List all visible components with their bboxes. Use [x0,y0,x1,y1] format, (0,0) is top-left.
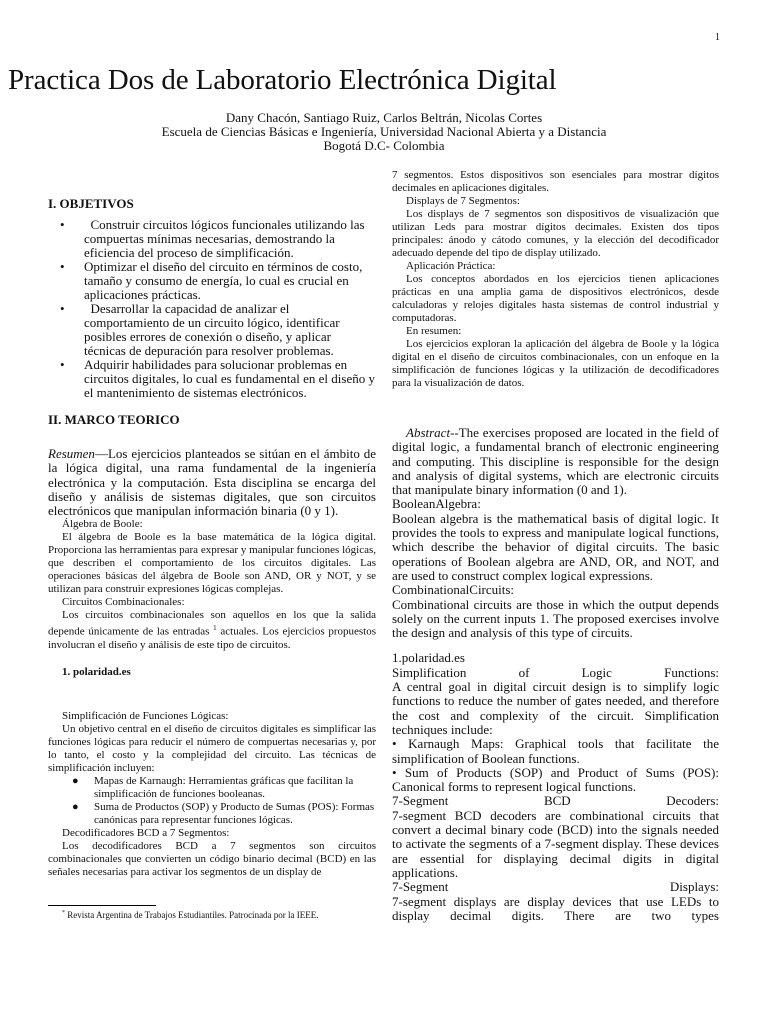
page-number: 1 [715,32,720,43]
objetivo-bullet: • Adquirir habilidades para solucionar problemas en circuitos digitales, lo cual es fundamental en el diseño y el mantenimiento de sistemas electrónicos. [60,357,375,400]
resumen-title: En resumen: [406,325,462,337]
simplification-title: Simplification of Logic Functions: [392,664,719,680]
simp-title: Simplificación de Funciones Lógicas: [62,710,229,722]
comb-text: Los circuitos combinacionales son aquellos en los que la salida depende únicamente de las entradas $^1$ actuales. Los ejercicios propuestos involucran el diseño y análisis de este tipo de circuitos. [48,609,377,651]
right-top-block [392,169,719,390]
bcd-title: Decodificadores BCD a 7 Segmentos: [62,827,230,839]
marco-teorico-section [48,412,376,428]
abstract-text: --The exercises proposed are located in the field of digital logic, a fundamental branch of electronic engineering and computing. This discipline is responsible for the design and analysis of digital systems, which are electronic circuits that manipulate binary information (0 and 1). [392,425,719,498]
simplificacion-block [48,710,376,879]
aplicacion-text: Los conceptos abordados en los ejercicios tienen aplicaciones prácticas en una amplia gama de dispositivos electrónicos, desde calculadoras y relojes digitales hasta sistemas de control industrial y computadoras. [392,273,719,324]
objetivos-heading: I. OBJETIVOS [48,196,134,211]
marco-teorico-heading: II. MARCO TEORICO [48,412,180,427]
boolean-title: BooleanAlgebra: [392,496,481,512]
reference: 1.polaridad.es [392,650,465,666]
bcd-continued: 7 segmentos. Estos dispositivos son esenciales para mostrar dígitos decimales en aplicaciones digitales. [392,169,719,194]
resumen-final-text: Los ejercicios exploran la aplicación del álgebra de Boole y la lógica digital en el diseño de circuitos combinacionales, con un enfoque en la simplificación de funciones lógicas y la utilización de decodificadores para la visualización de datos. [392,338,719,389]
objetivo-bullet: • Construir circuitos lógicos funcionales utilizando las compuertas mínimas necesarias, demostrando la eficiencia del proceso de simplificación. [60,217,368,260]
simplification-text: A central goal in digital circuit design is to simplify logic functions to reduce the number of gates needed, and therefore the cost and complexity of the circuit. Simplification techniques include: [392,679,719,737]
city: Bogotá D.C- Colombia [323,138,445,153]
displays-text: Los displays de 7 segmentos son dispositivos de visualización que utilizan Leds para mostrar dígitos decimales. Existen dos tipos principales: ánodo y cátodo comunes, y la elección del decodificador adecuado depende del tipo de display utilizado. [392,208,719,259]
aplicacion-title: Aplicación Práctica: [406,260,496,272]
bcd-decoders-text: 7-segment BCD decoders are combinational circuits that convert a decimal binary code (BCD) into the signals needed to activate the segments of a 7-segment display. These devices are essential for displaying decimal digits in digital applications. [392,807,719,880]
authors: Dany Chacón, Santiago Ruiz, Carlos Beltrán, Nicolas Cortes [225,110,543,125]
boolean-text: Boolean algebra is the mathematical basis of digital logic. It provides the tools to express and manipulate logical functions, which describe the behavior of digital circuits. The basic operations of Boolean algebra are AND, OR, and NOT, and are used to construct complex logical expressions. [392,510,719,583]
objetivos-section [48,196,376,400]
boole-title: Álgebra de Boole: [62,518,143,530]
bcd-decoders-title: 7-Segment BCD Decoders: [392,793,719,809]
paper-title: Practica Dos de Laboratorio Electrónica Digital [8,64,557,96]
displays-en-text: 7-segment displays are display devices that use LEDs to display decimal digits. There are two types [392,893,719,923]
displays-title: Displays de 7 Segmentos: [406,195,520,207]
simp-text: Un objetivo central en el diseño de circuitos digitales es simplificar las funciones lógicas para reducir el número de compuertas necesarias y, por lo tanto, el costo y la complejidad del circuito. Las técnicas de simplificación incluyen: [48,723,376,774]
institution: Escuela de Ciencias Básicas e Ingeniería, Universidad Nacional Abierta y a Distancia [161,124,607,139]
footnote-rule [48,905,156,906]
comb-title: Circuitos Combinacionales: [62,596,185,608]
simp-bullet: ● Suma de Productos (SOP) y Producto de Sumas (POS): Formas canónicas para representar funciones lógicas. [72,801,375,826]
subheading-polaridad: 1. polaridad.es [62,666,131,678]
combinational-text: Combinational circuits are those in which the output depends solely on the current inputs 1. The proposed exercises involve the design and analysis of this type of circuits. [392,596,719,641]
boole-text: El álgebra de Boole es la base matemática de la lógica digital. Proporciona las herramientas para expresar y manipular funciones lógicas, que describen el comportamiento de los circuitos digitales. Las operaciones básicas del álgebra de Boole son AND, OR y NOT, y se utilizan para construir expresiones lógicas complejas. [48,531,376,595]
footnote: * Revista Argentina de Trabajos Estudiantiles. Patrocinada por la IEEE. [62,910,319,920]
sop-text: • Sum of Products (SOP) and Product of Sums (POS): Canonical forms to represent logical functions. [392,764,719,795]
simp-bullet: ● Mapas de Karnaugh: Herramientas gráficas que facilitan la simplificación de funciones booleanas. [72,775,354,800]
bcd-text: Los decodificadores BCD a 7 segmentos son circuitos combinacionales que convierten un código binario decimal (BCD) en las señales necesarias para activar los segmentos de un display de [48,840,376,878]
combinational-title: CombinationalCircuits: [392,582,515,598]
abstract-block [392,426,719,923]
abstract-label: Abstract [406,425,451,440]
resumen-text: —Los ejercicios planteados se sitúan en el ámbito de la lógica digital, una rama fundamental de la ingeniería electrónica y la computación. Esta disciplina se encarga del diseño y análisis de sistemas digitales, que son circuitos electrónicos que manipulan información binaria (0 y 1). [48,446,376,519]
resumen-label: Resumen [48,446,95,461]
objetivo-bullet: • Desarrollar la capacidad de analizar el comportamiento de un circuito lógico, identificar posibles errores de conexión o diseño, y aplicar técnicas de depuración para resolver problemas. [60,301,343,358]
boole-block [48,518,376,652]
karnaugh-text: • Karnaugh Maps: Graphical tools that facilitate the simplification of Boolean functions. [392,736,719,766]
resumen-block [48,447,376,518]
displays-en-title: 7-Segment Displays: [392,879,719,895]
objetivo-bullet: • Optimizar el diseño del circuito en términos de costo, tamaño y consumo de energía, lo cual es crucial en aplicaciones prácticas. [60,259,363,302]
